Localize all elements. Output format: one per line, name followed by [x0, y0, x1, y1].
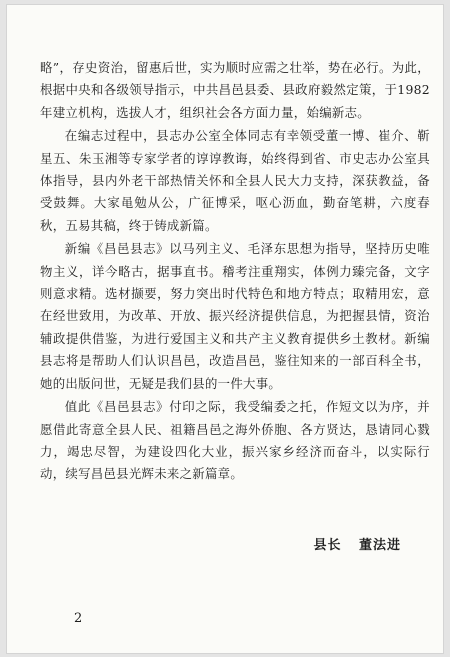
paragraph-closing: 值此《昌邑县志》付印之际，我受编委之托，作短文以为序，并愿借此寄意全县人民、祖籍昌邑之海外侨胞、各方贤达，恳请同心戮力，竭忠尽智，为建设四化大业，振兴家乡经济而奋斗，以实际行动，续写昌邑县光辉未来之新篇章。	[40, 399, 430, 482]
signature-name: 董法进	[358, 538, 401, 553]
preface-body	[40, 57, 430, 486]
paragraph-new-edition: 新编《昌邑县志》以马列主义、毛泽东思想为指导，坚持历史唯物主义，详今略古，据事直书。稽考注重翔实，体例力臻完备，文字则意求精。选材撷要，努力突出时代特色和地方特点；取精用宏，意在经世致用，为改革、开放、振兴经济提供信息，为把握县情，资治辅政提供借鉴，为进行爱国主义和共产主义教育提供乡土教材。新编县志将是帮助人们认识昌邑，改造昌邑，鉴往知来的一部百科全书，她的出版问世，无疑是我们县的一件大事。	[40, 241, 430, 391]
signature-title: 县长	[313, 538, 342, 553]
page-number: 2	[74, 611, 83, 626]
paragraph-continued: 略”，存史资治，留惠后世，实为顺时应需之壮举，势在必行。为此，根据中央和各级领导指示，中共昌邑县委、县政府毅然定策，于1982年建立机构，选拔人才，组织社会各方面力量，始编新志。	[40, 60, 430, 120]
document-page	[7, 5, 443, 653]
paragraph-compilation-process: 在编志过程中，县志办公室全体同志有幸领受董一博、崔介、靳星五、朱玉湘等专家学者的谆谆教诲，始终得到省、市史志办公室具体指导，县内外老干部热情关怀和全县人民大力支持，深获教益，备受鼓舞。大家黾勉从公，广征博采，呕心沥血，勤奋笔耕，六度春秋，五易其稿，终于铸成新篇。	[40, 128, 430, 233]
signature-block	[313, 534, 401, 553]
